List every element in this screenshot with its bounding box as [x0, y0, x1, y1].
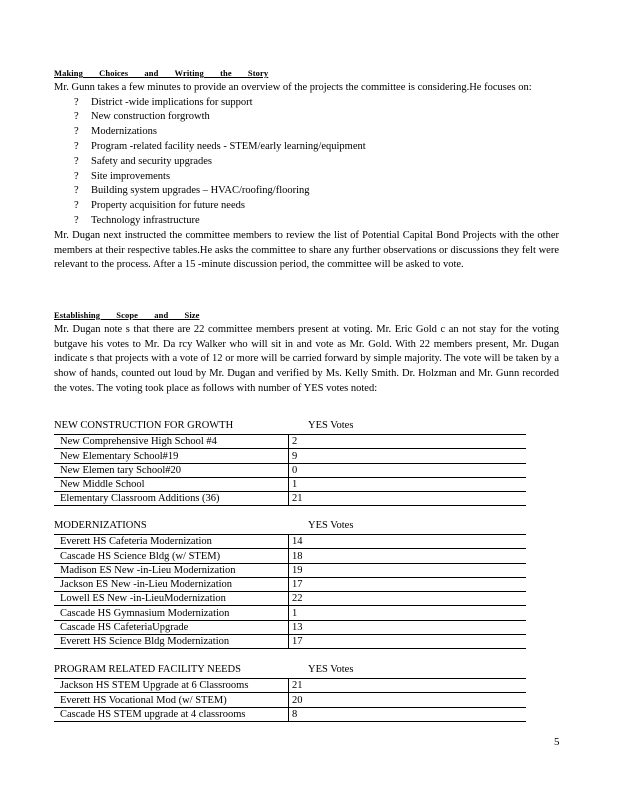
project-list-item	[74, 110, 559, 125]
project-list-text: Property acquisition for future needs	[91, 200, 245, 212]
table-row	[54, 620, 526, 634]
project-list-text: Building system upgrades – HVAC/roofing/flooring	[91, 185, 310, 197]
project-list-item	[74, 184, 559, 199]
table-row	[54, 592, 526, 606]
section-heading: Making Choices and Writing the Story	[54, 68, 269, 78]
table-title: NEW CONSTRUCTION FOR GROWTH	[54, 420, 234, 431]
yes-votes-cell: 1	[289, 477, 527, 491]
yes-votes-cell: 9	[289, 449, 527, 463]
project-name-cell: Cascade HS CafeteriaUpgrade	[54, 620, 289, 634]
modernizations-table	[54, 534, 526, 649]
page-number: 5	[554, 736, 560, 748]
project-name-cell: Madison ES New -in-Lieu Modernization	[54, 563, 289, 577]
bullet-marker: ?	[74, 200, 79, 212]
project-name-cell: Cascade HS Gymnasium Modernization	[54, 606, 289, 620]
bullet-marker: ?	[74, 111, 79, 123]
section-scope-size	[54, 308, 559, 397]
table-row	[54, 577, 526, 591]
votes-column-label: YES Votes	[308, 420, 354, 431]
project-name-cell: Elementary Classroom Additions (36)	[54, 492, 289, 506]
program-needs-table	[54, 678, 526, 722]
project-list-text: District -wide implications for support	[91, 96, 253, 108]
table-row	[54, 693, 526, 707]
project-name-cell: New Elemen tary School#20	[54, 463, 289, 477]
table-row	[54, 535, 526, 549]
project-list-text: New construction forgrowth	[91, 111, 210, 123]
instructions-paragraph: Mr. Dugan next instructed the committee members to review the list of Potential Capital Bond Projects with the other members at their respective tables.He asks the committee to share any further observations or discussions they felt were relevant to the process. After a 15 -minute discussion period, the committee will be asked to vote.	[54, 229, 559, 271]
yes-votes-cell: 1	[289, 606, 527, 620]
table-title: PROGRAM RELATED FACILITY NEEDS	[54, 664, 241, 675]
project-name-cell: Everett HS Science Bldg Modernization	[54, 635, 289, 649]
bullet-marker: ?	[74, 96, 79, 108]
table-title: MODERNIZATIONS	[54, 520, 147, 531]
project-list	[54, 96, 559, 229]
table-header	[54, 420, 526, 434]
project-list-item	[74, 140, 559, 155]
yes-votes-cell: 14	[289, 535, 527, 549]
section-heading: Establishing Scope and Size	[54, 310, 200, 320]
yes-votes-cell: 2	[289, 435, 527, 449]
table-row	[54, 463, 526, 477]
yes-votes-cell: 17	[289, 635, 527, 649]
project-name-cell: New Middle School	[54, 477, 289, 491]
yes-votes-cell: 22	[289, 592, 527, 606]
yes-votes-cell: 0	[289, 463, 527, 477]
yes-votes-cell: 13	[289, 620, 527, 634]
project-name-cell: Lowell ES New -in-LieuModernization	[54, 592, 289, 606]
table-row	[54, 707, 526, 721]
project-name-cell: New Elementary School#19	[54, 449, 289, 463]
table-row	[54, 679, 526, 693]
table-header	[54, 664, 526, 678]
bullet-marker: ?	[74, 185, 79, 197]
project-list-text: Technology infrastructure	[91, 214, 200, 226]
table-row	[54, 492, 526, 506]
new-construction-table	[54, 434, 526, 506]
bullet-marker: ?	[74, 155, 79, 167]
yes-votes-cell: 20	[289, 693, 527, 707]
bullet-marker: ?	[74, 126, 79, 138]
voting-paragraph: Mr. Dugan note s that there are 22 committee members present at voting. Mr. Eric Gold c an not stay for the voting butgave his votes to Mr. Da rcy Walker who will sit in and vote as Mr. Gold. With 22 members present, Mr. Dugan indicate s that projects with a vote of 12 or more will be carried forward by simple majority. The vote will be taken by a show of hands, counted out loud by Mr. Dugan and verified by Ms. Kelly Smith. Dr. Holzman and Mr. Gunn recorded the votes. The voting took place as follows with number of YES votes noted:	[54, 323, 559, 394]
project-name-cell: Everett HS Cafeteria Modernization	[54, 535, 289, 549]
yes-votes-cell: 17	[289, 577, 527, 591]
project-list-text: Program -related facility needs - STEM/early learning/equipment	[91, 140, 366, 152]
section-making-choices	[54, 66, 559, 273]
project-name-cell: Jackson ES New -in-Lieu Modernization	[54, 577, 289, 591]
bullet-marker: ?	[74, 140, 79, 152]
bullet-marker: ?	[74, 214, 79, 226]
table-row	[54, 549, 526, 563]
votes-column-label: YES Votes	[308, 520, 354, 531]
table-row	[54, 477, 526, 491]
table-header	[54, 520, 526, 534]
project-name-cell: Cascade HS STEM upgrade at 4 classrooms	[54, 707, 289, 721]
project-name-cell: Jackson HS STEM Upgrade at 6 Classrooms	[54, 679, 289, 693]
yes-votes-cell: 21	[289, 679, 527, 693]
votes-column-label: YES Votes	[308, 664, 354, 675]
table-row	[54, 635, 526, 649]
yes-votes-cell: 19	[289, 563, 527, 577]
bullet-marker: ?	[74, 170, 79, 182]
project-list-item	[74, 96, 559, 111]
table-row	[54, 435, 526, 449]
project-list-item	[74, 214, 559, 229]
intro-paragraph: Mr. Gunn takes a few minutes to provide an overview of the projects the committee is considering.He focuses on:	[54, 81, 532, 93]
table-row	[54, 563, 526, 577]
yes-votes-cell: 21	[289, 492, 527, 506]
yes-votes-cell: 18	[289, 549, 527, 563]
table-row	[54, 449, 526, 463]
project-list-item	[74, 155, 559, 170]
project-list-item	[74, 125, 559, 140]
project-list-text: Modernizations	[91, 126, 157, 138]
project-list-text: Site improvements	[91, 170, 171, 182]
project-name-cell: Everett HS Vocational Mod (w/ STEM)	[54, 693, 289, 707]
table-row	[54, 606, 526, 620]
project-name-cell: Cascade HS Science Bldg (w/ STEM)	[54, 549, 289, 563]
project-list-item	[74, 199, 559, 214]
project-list-item	[74, 170, 559, 185]
yes-votes-cell: 8	[289, 707, 527, 721]
project-name-cell: New Comprehensive High School #4	[54, 435, 289, 449]
project-list-text: Safety and security upgrades	[91, 155, 213, 167]
